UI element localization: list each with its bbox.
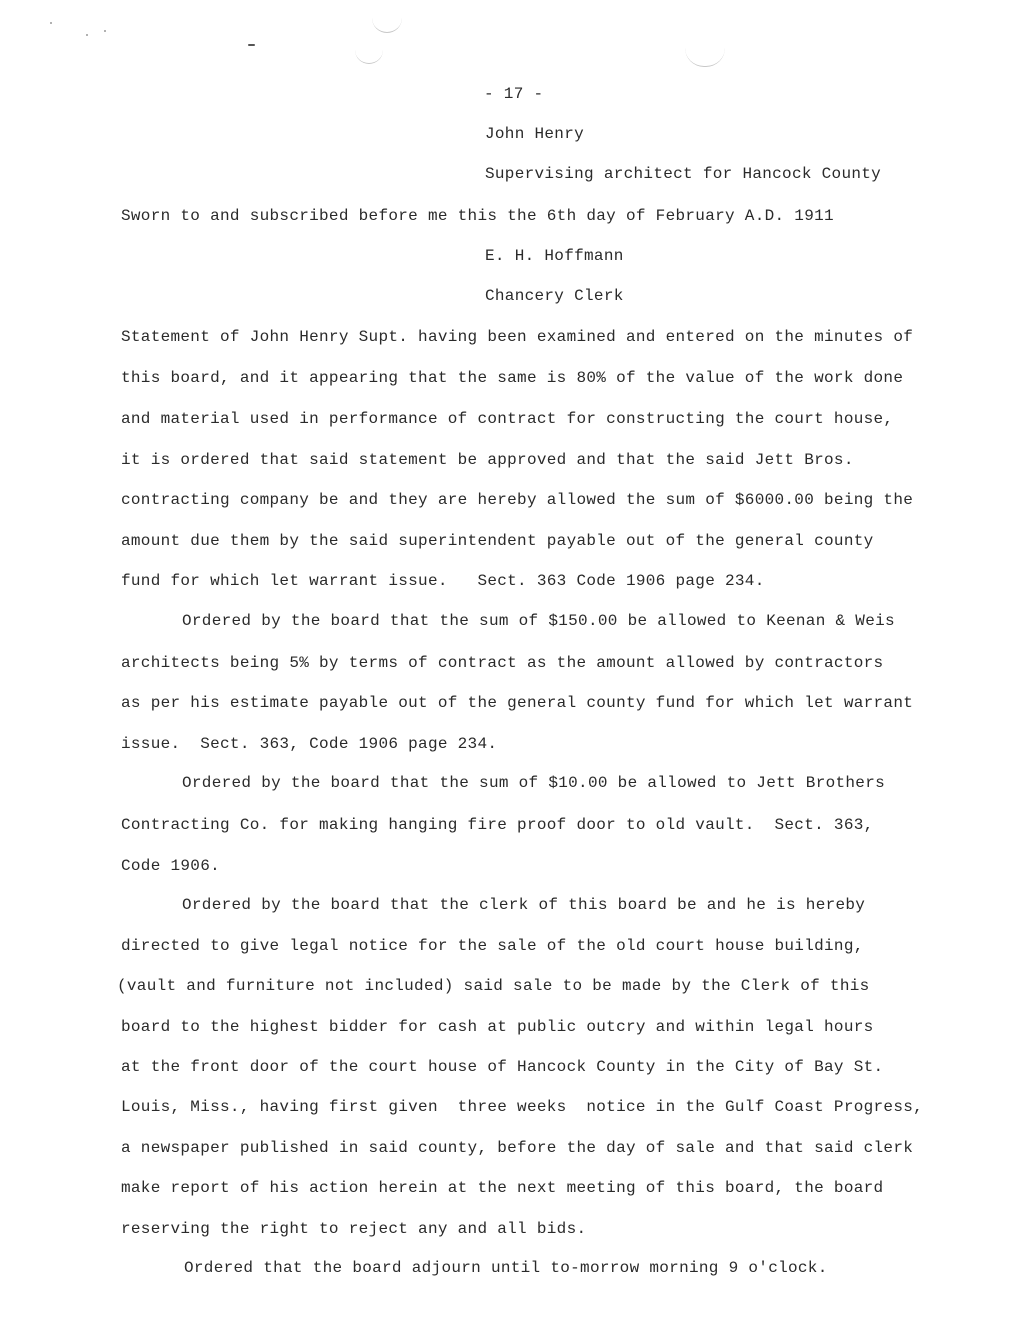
- body-line: Louis, Miss., having first given three weeks notice in the Gulf Coast Progress,: [121, 1098, 924, 1116]
- body-line: Ordered by the board that the clerk of this board be and he is hereby: [182, 896, 866, 914]
- body-line: architects being 5% by terms of contract as the amount allowed by contractors: [121, 654, 884, 672]
- page-number: - 17 -: [484, 85, 544, 103]
- body-line: and material used in performance of contract for constructing the court house,: [121, 410, 894, 428]
- body-line: this board, and it appearing that the same is 80% of the value of the work done: [121, 369, 904, 387]
- body-line: Statement of John Henry Supt. having been examined and entered on the minutes of: [121, 328, 914, 346]
- body-line: at the front door of the court house of Hancock County in the City of Bay St.: [121, 1058, 884, 1076]
- body-line: reserving the right to reject any and all bids.: [121, 1220, 587, 1238]
- body-line: Ordered by the board that the sum of $150.00 be allowed to Keenan & Weis: [182, 612, 895, 630]
- body-line: a newspaper published in said county, before the day of sale and that said clerk: [121, 1139, 914, 1157]
- clerk-name: E. H. Hoffmann: [485, 247, 624, 265]
- body-line: contracting company be and they are hereby allowed the sum of $6000.00 being the: [121, 491, 914, 509]
- sworn-statement: Sworn to and subscribed before me this the 6th day of February A.D. 1911: [121, 207, 834, 225]
- signature-name: John Henry: [485, 125, 585, 143]
- body-line: Ordered that the board adjourn until to-morrow morning 9 o'clock.: [184, 1259, 828, 1277]
- body-line: amount due them by the said superintendent payable out of the general county: [121, 532, 874, 550]
- body-line: make report of his action herein at the next meeting of this board, the board: [121, 1179, 884, 1197]
- scan-speck: [86, 34, 88, 36]
- scan-speck: [104, 30, 106, 32]
- body-line: Contracting Co. for making hanging fire proof door to old vault. Sect. 363,: [121, 816, 874, 834]
- body-line: (vault and furniture not included) said sale to be made by the Clerk of this: [117, 977, 870, 995]
- scan-mark: [685, 48, 725, 67]
- body-line: Code 1906.: [121, 857, 221, 875]
- body-line: directed to give legal notice for the sale of the old court house building,: [121, 937, 864, 955]
- clerk-title: Chancery Clerk: [485, 287, 624, 305]
- body-line: it is ordered that said statement be approved and that the said Jett Bros.: [121, 451, 854, 469]
- signature-title: Supervising architect for Hancock County: [485, 165, 882, 183]
- body-line: as per his estimate payable out of the general county fund for which let warrant: [121, 694, 914, 712]
- scan-mark: [355, 45, 383, 64]
- scan-mark: [372, 10, 402, 33]
- scan-speck: [50, 22, 52, 24]
- body-line: Ordered by the board that the sum of $10.00 be allowed to Jett Brothers: [182, 774, 886, 792]
- body-line: fund for which let warrant issue. Sect. 363 Code 1906 page 234.: [121, 572, 765, 590]
- body-line: board to the highest bidder for cash at public outcry and within legal hours: [121, 1018, 874, 1036]
- body-line: issue. Sect. 363, Code 1906 page 234.: [121, 735, 498, 753]
- scan-speck: [248, 44, 255, 46]
